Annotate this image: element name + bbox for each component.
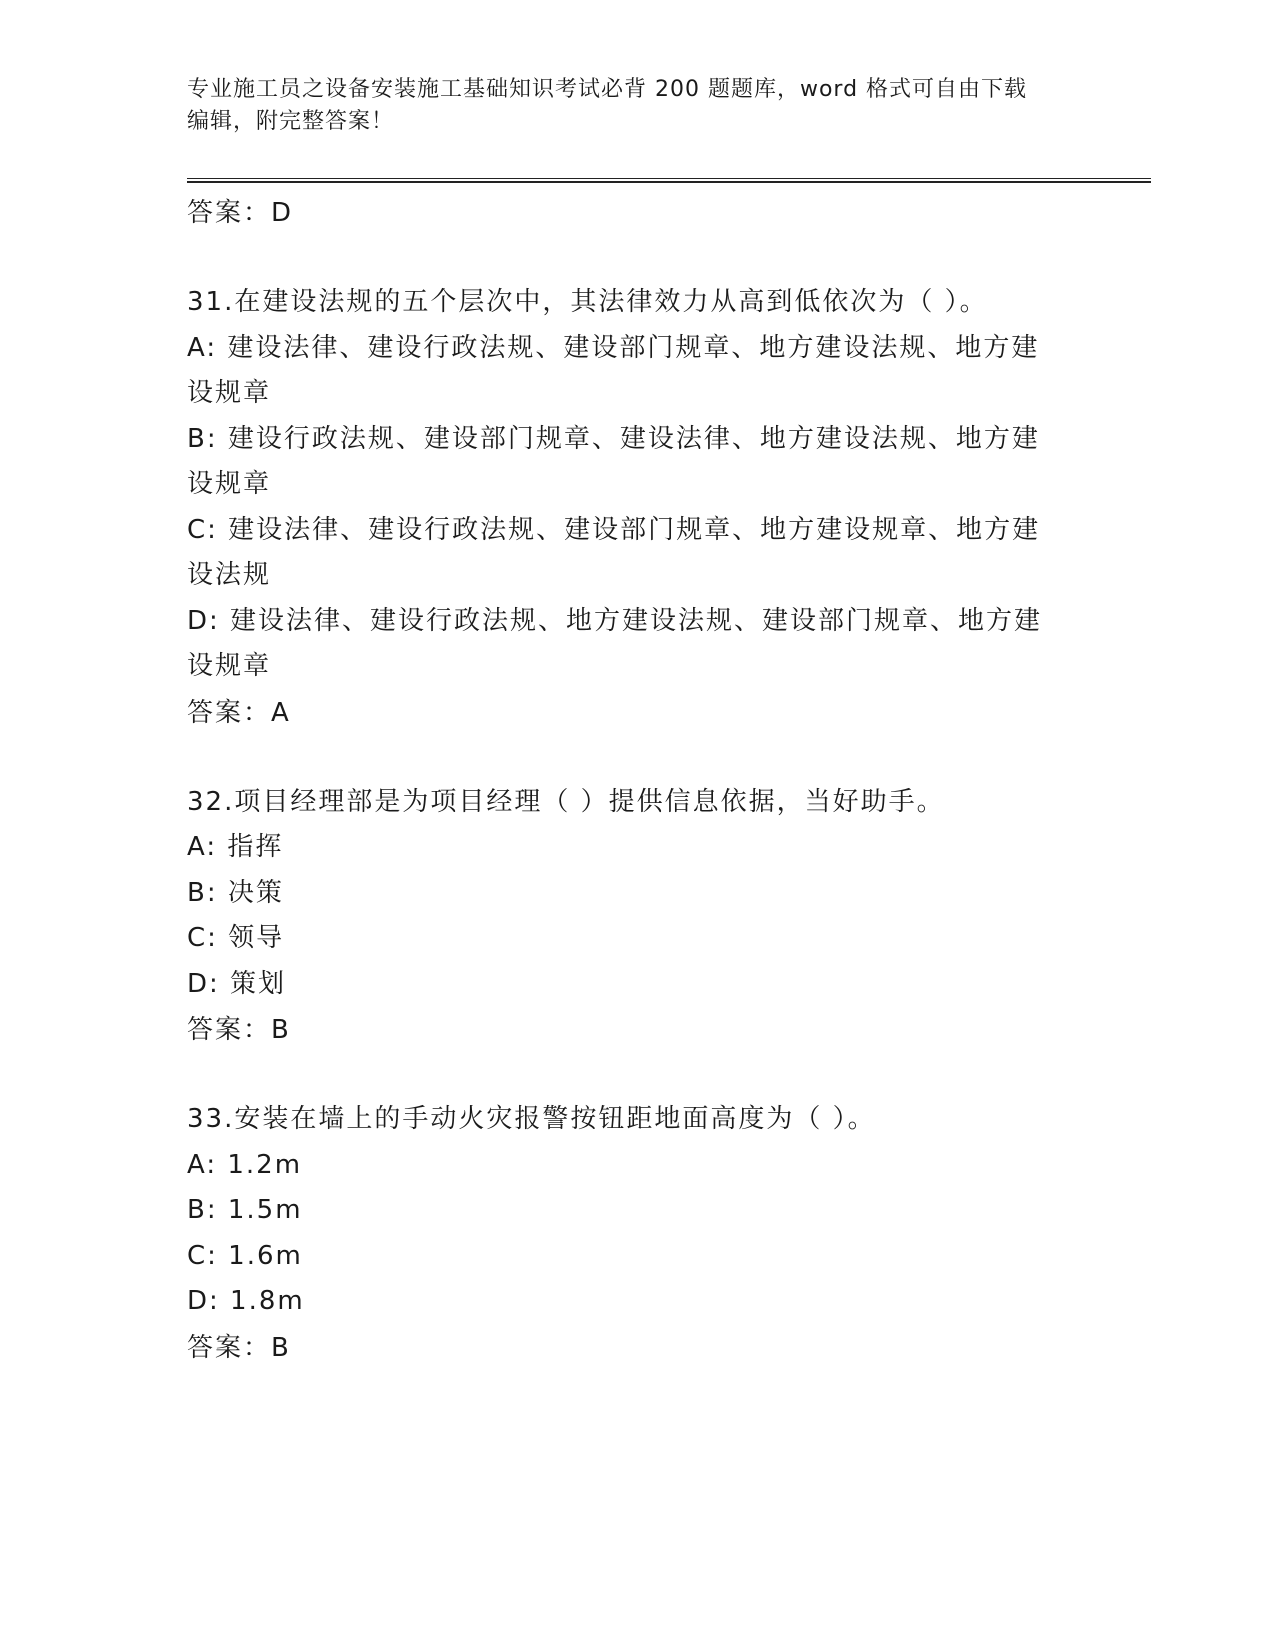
option-d-line-1: D: 建设法律、建设行政法规、地方建设法规、建设部门规章、地方建 [187, 605, 1043, 636]
option-d: D: 1.8m [187, 1286, 305, 1316]
option-b: B: 决策 [187, 877, 284, 908]
previous-answer: 答案：D [187, 198, 294, 228]
spacer [187, 236, 1087, 280]
spacer [187, 736, 1087, 780]
option-b-line-2: 设规章 [187, 469, 272, 499]
option-c-line-2: 设法规 [187, 560, 272, 590]
option-a: A: 指挥 [187, 832, 284, 862]
header-divider [187, 178, 1151, 183]
option-d-line-2: 设规章 [187, 651, 272, 681]
option-b: B: 1.5m [187, 1195, 303, 1225]
question-stem: 32.项目经理部是为项目经理（ ）提供信息依据，当好助手。 [187, 786, 945, 817]
question-content [187, 190, 1087, 1371]
question-31 [187, 280, 1087, 736]
answer: 答案：A [187, 697, 291, 728]
spacer [187, 1053, 1087, 1097]
header-line-1: 专业施工员之设备安装施工基础知识考试必背 200 题题库，word 格式可自由下载 [187, 77, 1028, 102]
question-33 [187, 1097, 1087, 1371]
option-a: A: 1.2m [187, 1149, 303, 1180]
answer: 答案：B [187, 1332, 291, 1363]
option-c: C: 1.6m [187, 1240, 303, 1271]
option-a-line-1: A: 建设法律、建设行政法规、建设部门规章、地方建设法规、地方建 [187, 332, 1040, 363]
question-32 [187, 780, 1087, 1054]
document-header [187, 74, 1087, 138]
header-line-2: 编辑，附完整答案！ [187, 109, 395, 134]
option-b-line-1: B: 建设行政法规、建设部门规章、建设法律、地方建设法规、地方建 [187, 423, 1040, 454]
option-d: D: 策划 [187, 968, 287, 999]
option-c: C: 领导 [187, 923, 285, 953]
option-a-line-2: 设规章 [187, 378, 272, 408]
option-c-line-1: C: 建设法律、建设行政法规、建设部门规章、地方建设规章、地方建 [187, 514, 1041, 545]
question-stem: 33.安装在墙上的手动火灾报警按钮距地面高度为（ ）。 [187, 1104, 876, 1134]
answer: 答案：B [187, 1015, 291, 1045]
question-stem: 31.在建设法规的五个层次中，其法律效力从高到低依次为（ ）。 [187, 287, 988, 317]
